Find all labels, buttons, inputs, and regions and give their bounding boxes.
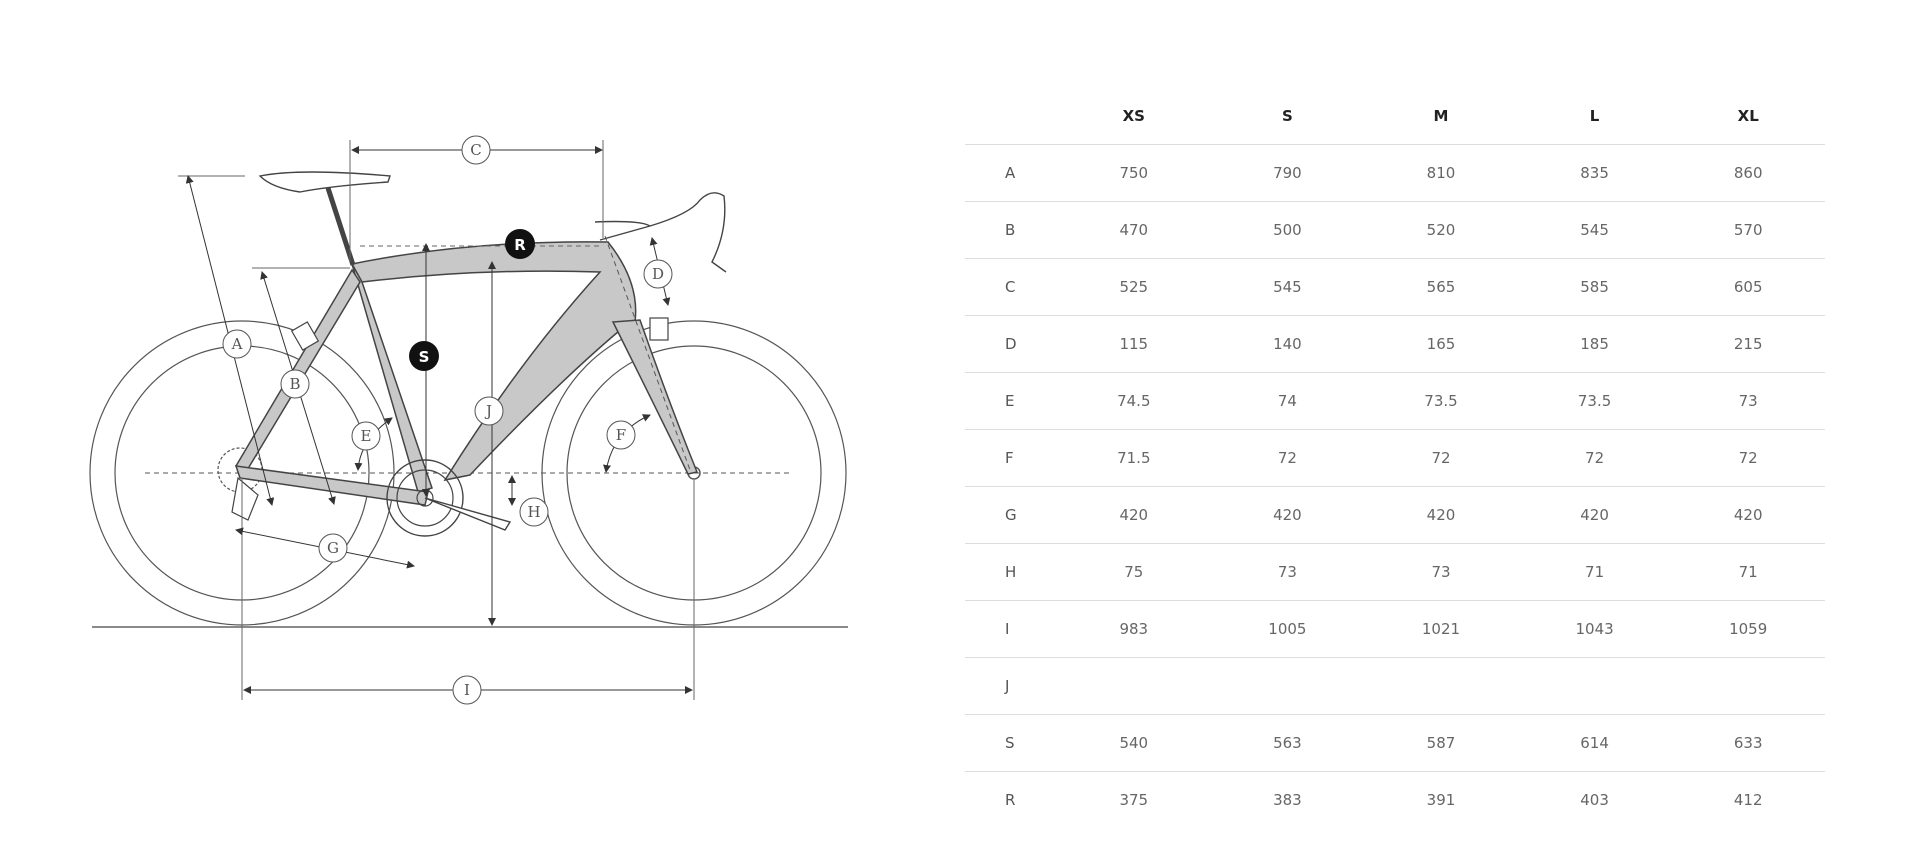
svg-text:C: C	[470, 141, 482, 159]
table-cell	[1211, 658, 1365, 715]
label-g	[319, 534, 347, 562]
seat-tube	[352, 264, 432, 492]
table-cell: 614	[1518, 715, 1672, 772]
table-cell: 72	[1671, 430, 1825, 487]
table-row	[965, 715, 1825, 772]
table-cell: 74.5	[1057, 373, 1211, 430]
table-row	[965, 373, 1825, 430]
table-cell: 540	[1057, 715, 1211, 772]
geometry-table	[965, 88, 1825, 828]
table-row	[965, 145, 1825, 202]
svg-text:E: E	[360, 427, 372, 445]
svg-text:H: H	[527, 503, 541, 521]
header-size-s: S	[1211, 88, 1365, 145]
seatpost	[328, 188, 353, 265]
table-cell: 71	[1518, 544, 1672, 601]
row-label: H	[965, 544, 1057, 601]
table-cell: 570	[1671, 202, 1825, 259]
row-label: J	[965, 658, 1057, 715]
table-cell: 790	[1211, 145, 1365, 202]
table-cell: 420	[1211, 487, 1365, 544]
table-cell: 74	[1211, 373, 1365, 430]
table-cell: 403	[1580, 791, 1609, 809]
svg-text:G: G	[327, 539, 339, 557]
table-cell: 1043	[1518, 601, 1672, 658]
header-size-l: L	[1518, 88, 1672, 145]
table-cell: 1021	[1364, 601, 1518, 658]
table-cell: 1059	[1671, 601, 1825, 658]
table-cell: 185	[1518, 316, 1672, 373]
label-r	[505, 229, 535, 259]
label-h	[520, 498, 548, 526]
table-row	[965, 316, 1825, 373]
table-row	[965, 202, 1825, 259]
header-size-xs: XS	[1057, 88, 1211, 145]
table-cell: 525	[1057, 259, 1211, 316]
table-cell: 73.5	[1364, 373, 1518, 430]
table-cell: 835	[1518, 145, 1672, 202]
svg-text:R: R	[514, 236, 526, 254]
table-cell: 563	[1211, 715, 1365, 772]
row-label: D	[965, 316, 1057, 373]
front-brake	[650, 318, 668, 340]
table-cell: 420	[1057, 487, 1211, 544]
table-cell	[1364, 658, 1518, 715]
table-cell	[1671, 658, 1825, 715]
label-e	[352, 422, 380, 450]
svg-text:B: B	[289, 375, 301, 393]
table-cell: 72	[1518, 430, 1672, 487]
row-label: B	[965, 202, 1057, 259]
row-label: I	[965, 601, 1057, 658]
table-row	[965, 259, 1825, 316]
label-i	[453, 676, 481, 704]
label-c	[462, 136, 490, 164]
table-cell: 412	[1733, 791, 1763, 809]
table-cell	[1057, 658, 1211, 715]
label-b	[281, 370, 309, 398]
table-cell: 73	[1671, 373, 1825, 430]
row-label: F	[965, 430, 1057, 487]
row-label: G	[965, 487, 1057, 544]
table-cell: 72	[1211, 430, 1365, 487]
table-cell: 420	[1518, 487, 1672, 544]
table-cell: 75	[1057, 544, 1211, 601]
table-row	[965, 487, 1825, 544]
table-cell: 860	[1671, 145, 1825, 202]
table-cell: 500	[1211, 202, 1365, 259]
table-cell: 587	[1364, 715, 1518, 772]
table-cell: 983	[1057, 601, 1211, 658]
label-d	[644, 260, 672, 288]
table-cell: 605	[1671, 259, 1825, 316]
table-cell: 391	[1426, 791, 1456, 809]
header-size-m: M	[1364, 88, 1518, 145]
label-s	[409, 341, 439, 371]
table-header-row	[965, 88, 1825, 145]
table-cell: 470	[1057, 202, 1211, 259]
table-cell: 215	[1671, 316, 1825, 373]
table-cell: 420	[1671, 487, 1825, 544]
row-label: C	[965, 259, 1057, 316]
table-cell: 565	[1364, 259, 1518, 316]
svg-text:J: J	[485, 402, 493, 420]
table-cell: 545	[1518, 202, 1672, 259]
table-cell: 73	[1364, 544, 1518, 601]
table-row	[965, 544, 1825, 601]
table-cell: 810	[1364, 145, 1518, 202]
svg-text:I: I	[464, 681, 470, 699]
table-cell: 520	[1364, 202, 1518, 259]
table-cell: 375	[1119, 791, 1149, 809]
table-cell: 165	[1364, 316, 1518, 373]
table-cell: 545	[1211, 259, 1365, 316]
row-label: A	[965, 145, 1057, 202]
row-label: R	[1005, 791, 1016, 809]
saddle	[260, 172, 390, 192]
table-cell: 115	[1057, 316, 1211, 373]
table-row	[965, 430, 1825, 487]
table-cell: 383	[1273, 791, 1302, 809]
table-row	[965, 658, 1825, 715]
svg-text:S: S	[418, 348, 430, 366]
label-a	[223, 330, 251, 358]
header-size-xl: XL	[1671, 88, 1825, 145]
table-cell: 750	[1057, 145, 1211, 202]
svg-text:A: A	[231, 335, 243, 353]
table-cell: 140	[1211, 316, 1365, 373]
svg-text:D: D	[651, 265, 665, 283]
table-body	[965, 145, 1825, 829]
table-cell: 71.5	[1057, 430, 1211, 487]
row-label: S	[965, 715, 1057, 772]
header-empty	[965, 88, 1057, 145]
table-cell: 71	[1671, 544, 1825, 601]
fork	[613, 320, 697, 474]
svg-text:F: F	[615, 426, 627, 444]
table-cell: 72	[1364, 430, 1518, 487]
table-cell: 633	[1671, 715, 1825, 772]
table-cell: 585	[1518, 259, 1672, 316]
label-f	[607, 421, 635, 449]
table-cell: 1005	[1211, 601, 1365, 658]
label-j	[475, 397, 503, 425]
frame-main	[352, 242, 636, 480]
table-cell: 73	[1211, 544, 1365, 601]
rear-derailleur	[232, 478, 258, 520]
table-row	[965, 601, 1825, 658]
table-cell: 73.5	[1518, 373, 1672, 430]
table-row	[965, 772, 1825, 829]
table-cell	[1518, 658, 1672, 715]
table-cell: 420	[1364, 487, 1518, 544]
row-label: E	[965, 373, 1057, 430]
